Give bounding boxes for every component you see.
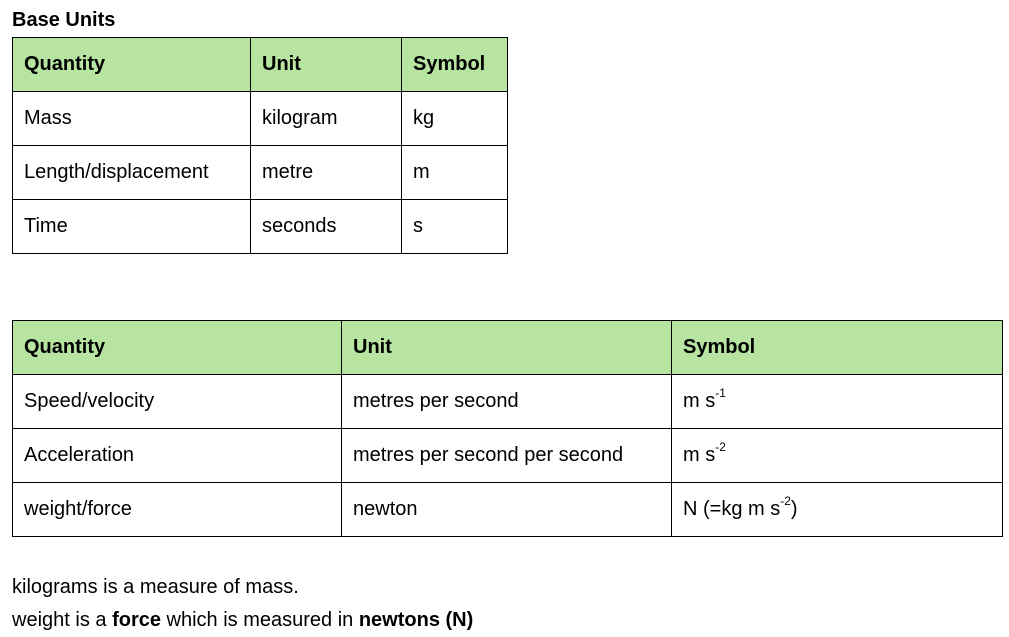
table-row [13,483,1003,537]
cell-quantity: Acceleration [13,429,342,483]
column-header-unit: Unit [342,321,672,375]
cell-quantity: weight/force [13,483,342,537]
table-row [13,429,1003,483]
table-header-row [13,38,508,92]
note-text: weight is a [12,609,113,631]
cell-symbol: kg [402,92,508,146]
column-header-symbol: Symbol [402,38,508,92]
note-emphasis-force: force [112,609,161,631]
cell-symbol [672,375,1003,429]
derived-units-table [12,320,1003,537]
table-row [13,92,508,146]
column-header-quantity: Quantity [13,38,251,92]
table-row [13,200,508,254]
note-mass: kilograms is a measure of mass. [12,576,299,598]
table-row [13,375,1003,429]
table-header-row [13,321,1003,375]
symbol-exponent: -2 [715,440,726,455]
base-units-heading: Base Units [12,9,116,31]
base-units-table [12,37,508,254]
symbol-exponent: -2 [780,494,791,509]
cell-symbol: m [402,146,508,200]
cell-unit: metre [251,146,402,200]
cell-symbol: s [402,200,508,254]
cell-quantity: Length/displacement [13,146,251,200]
cell-unit: kilogram [251,92,402,146]
cell-symbol [672,483,1003,537]
column-header-quantity: Quantity [13,321,342,375]
cell-unit: seconds [251,200,402,254]
cell-unit: metres per second [342,375,672,429]
note-weight [12,607,473,633]
symbol-exponent: -1 [715,386,726,401]
column-header-symbol: Symbol [672,321,1003,375]
cell-unit: newton [342,483,672,537]
column-header-unit: Unit [251,38,402,92]
symbol-base: N (=kg m s [683,498,781,520]
note-text: which is measured in [160,609,359,631]
symbol-base: m s [683,444,716,466]
table-row [13,146,508,200]
symbol-base: m s [683,390,716,412]
cell-quantity: Mass [13,92,251,146]
cell-quantity: Speed/velocity [13,375,342,429]
cell-unit: metres per second per second [342,429,672,483]
note-emphasis-newtons: newtons (N) [358,609,474,631]
cell-symbol [672,429,1003,483]
symbol-tail: ) [790,498,798,520]
cell-quantity: Time [13,200,251,254]
